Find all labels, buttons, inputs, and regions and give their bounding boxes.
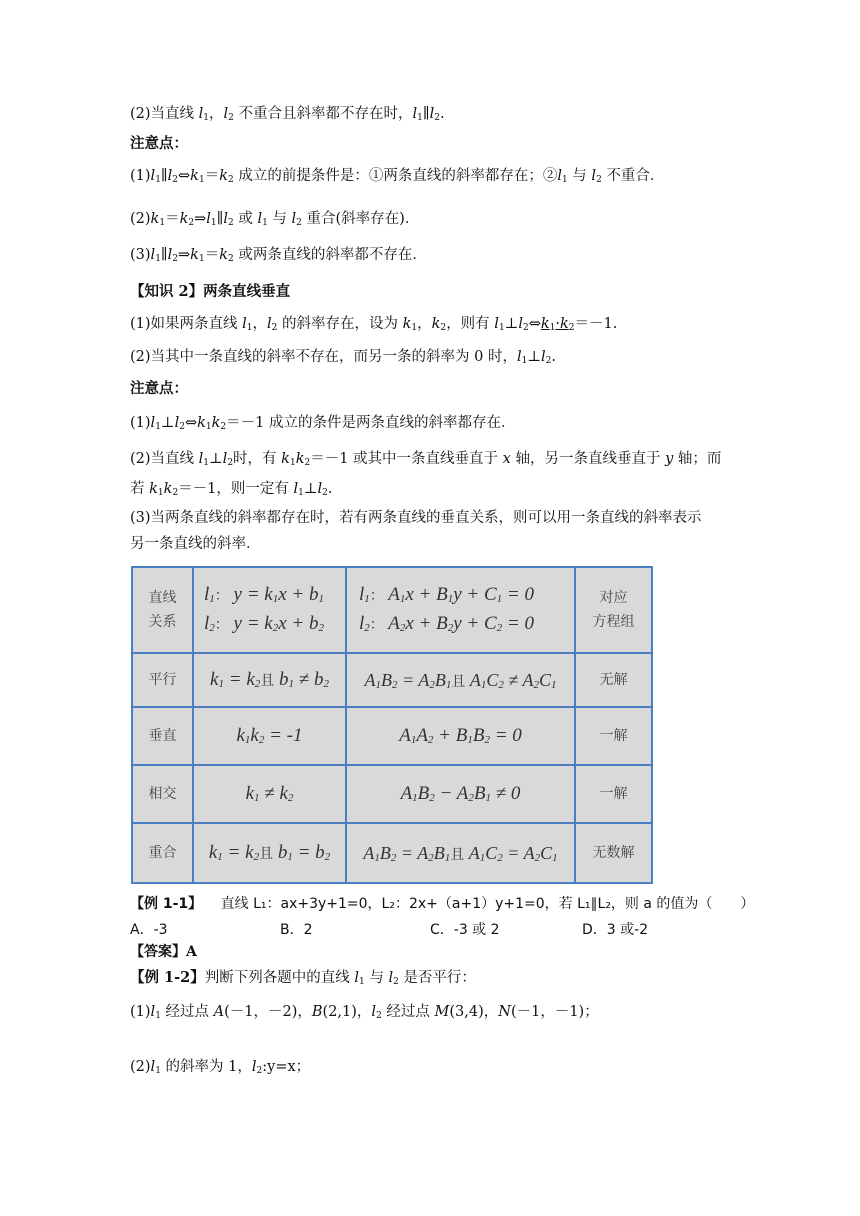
row-slope-cond: $k_1 = k_2$且 $b_1 \ne b_2$ (210, 669, 329, 690)
row-general-cond: $A_1B_2 = A_2B_1$且 $A_1C_2 = A_2C_1$ (363, 842, 558, 864)
note-heading: 注意点： (130, 380, 188, 397)
row-relation: 相交 (148, 786, 177, 802)
example-1-2-q2: $(2)l_1$ 的斜率为 1，$l_2:y=x$； (130, 1059, 311, 1076)
text-line: (3)当两条直线的斜率都存在时，若有两条直线的垂直关系，则可以用一条直线的斜率表示 (130, 510, 702, 526)
row-general-cond: $A_1A_2 + B_1B_2 = 0$ (399, 725, 522, 746)
header-general-form: $l_1$： $A_1x + B_1y + C_1 = 0$ $l_2$： $A_2x + B_2y + C_2 = 0$ (359, 584, 534, 634)
option-a: A．-3 (130, 922, 168, 938)
header-system: 对应 方程组 (592, 590, 635, 630)
row-general-cond: $A_1B_2 = A_2B_1$且 $A_1C_2 \ne A_2C_1$ (364, 669, 557, 691)
row-relation: 平行 (148, 672, 177, 688)
option-d: D．3 或-2 (582, 922, 649, 938)
header-slope-form: $l_1$： $y = k_1x + b_1$ $l_2$： $y = k_2x + b_2$ (204, 584, 324, 634)
option-c: C．-3 或 2 (430, 922, 500, 938)
option-b: B．2 (280, 922, 313, 938)
example-1-2-q1: $(1)l_1$ 经过点 A(－1，－2)，B(2,1)，$l_2$ 经过点 M(3,4)，N(－1，－1)； (130, 1004, 599, 1021)
section-title: 【知识 2】两条直线垂直 (130, 283, 291, 300)
example-question: 直线 L₁：ax+3y+1=0，L₂：2x+（a+1）y+1=0，若 L₁∥L₂，则 a 的值为（ ） (220, 896, 755, 912)
row-relation: 重合 (148, 845, 177, 861)
row-solution: 一解 (599, 786, 628, 802)
example-label: 【例 1-1】 (130, 896, 203, 912)
example-1-1 (130, 894, 754, 914)
answer: 【答案】A (130, 944, 197, 960)
text-line: 另一条直线的斜率． (130, 536, 261, 552)
row-solution: 无数解 (592, 845, 635, 861)
row-slope-cond: $k_1k_2 = -1$ (236, 725, 303, 746)
row-solution: 一解 (599, 728, 628, 744)
text-line: $(1)l_1\perp l_2\Leftrightarrow k_1k_2=-1$ 成立的条件是两条直线的斜率都存在． (130, 415, 516, 432)
relation-table (131, 566, 653, 884)
row-relation: 垂直 (148, 728, 177, 744)
text-line: (2)当直线 $l_1\perp l_2$时，有 $k_1k_2=-1$ 或其中一条直线垂直于 x 轴，另一条直线垂直于 y 轴；而 (130, 451, 722, 468)
text-line: $(1)l_1\parallel l_2\Leftrightarrow k_1=k_2$ 成立的前提条件是：①两条直线的斜率都存在；$②l_1$ 与 $l_2$ 不重合． (130, 168, 665, 185)
row-solution: 无解 (599, 672, 628, 688)
example-1-2-title: 【例 1-2】判断下列各题中的直线 $l_1$ 与 $l_2$ 是否平行： (130, 969, 476, 987)
text-line: $(2)k_1=k_2\Rightarrow l_1\parallel l_2$ 或 $l_1$ 与 $l_2$ 重合(斜率存在)． (130, 211, 420, 228)
row-slope-cond: $k_1 = k_2$且 $b_1 = b_2$ (208, 842, 331, 863)
text-line: (2)当直线 $l_1$，$l_2$ 不重合且斜率都不存在时，$l_1\parallel l_2$. (130, 106, 445, 123)
note-heading: 注意点： (130, 135, 188, 152)
header-relation: 直线 关系 (148, 590, 177, 630)
row-general-cond: $A_1B_2 - A_2B_1 \ne 0$ (400, 783, 521, 804)
text-line: 若 $k_1k_2=-1$，则一定有 $l_1\perp l_2$. (130, 481, 333, 498)
text-line: (2)当其中一条直线的斜率不存在，而另一条的斜率为 0 时，$l_1\perp l_2$. (130, 349, 556, 366)
text-line: (1)如果两条直线 $l_1$，$l_2$ 的斜率存在，设为 $k_1$，$k_2$，则有 $l_1\perp l_2\Leftrightarrow k_1\cdot k_2=-1$. (130, 316, 618, 333)
row-slope-cond: $k_1 \ne k_2$ (245, 783, 294, 804)
text-line: $(3)l_1\parallel l_2\Rightarrow k_1=k_2$ 或两条直线的斜率都不存在． (130, 247, 427, 264)
